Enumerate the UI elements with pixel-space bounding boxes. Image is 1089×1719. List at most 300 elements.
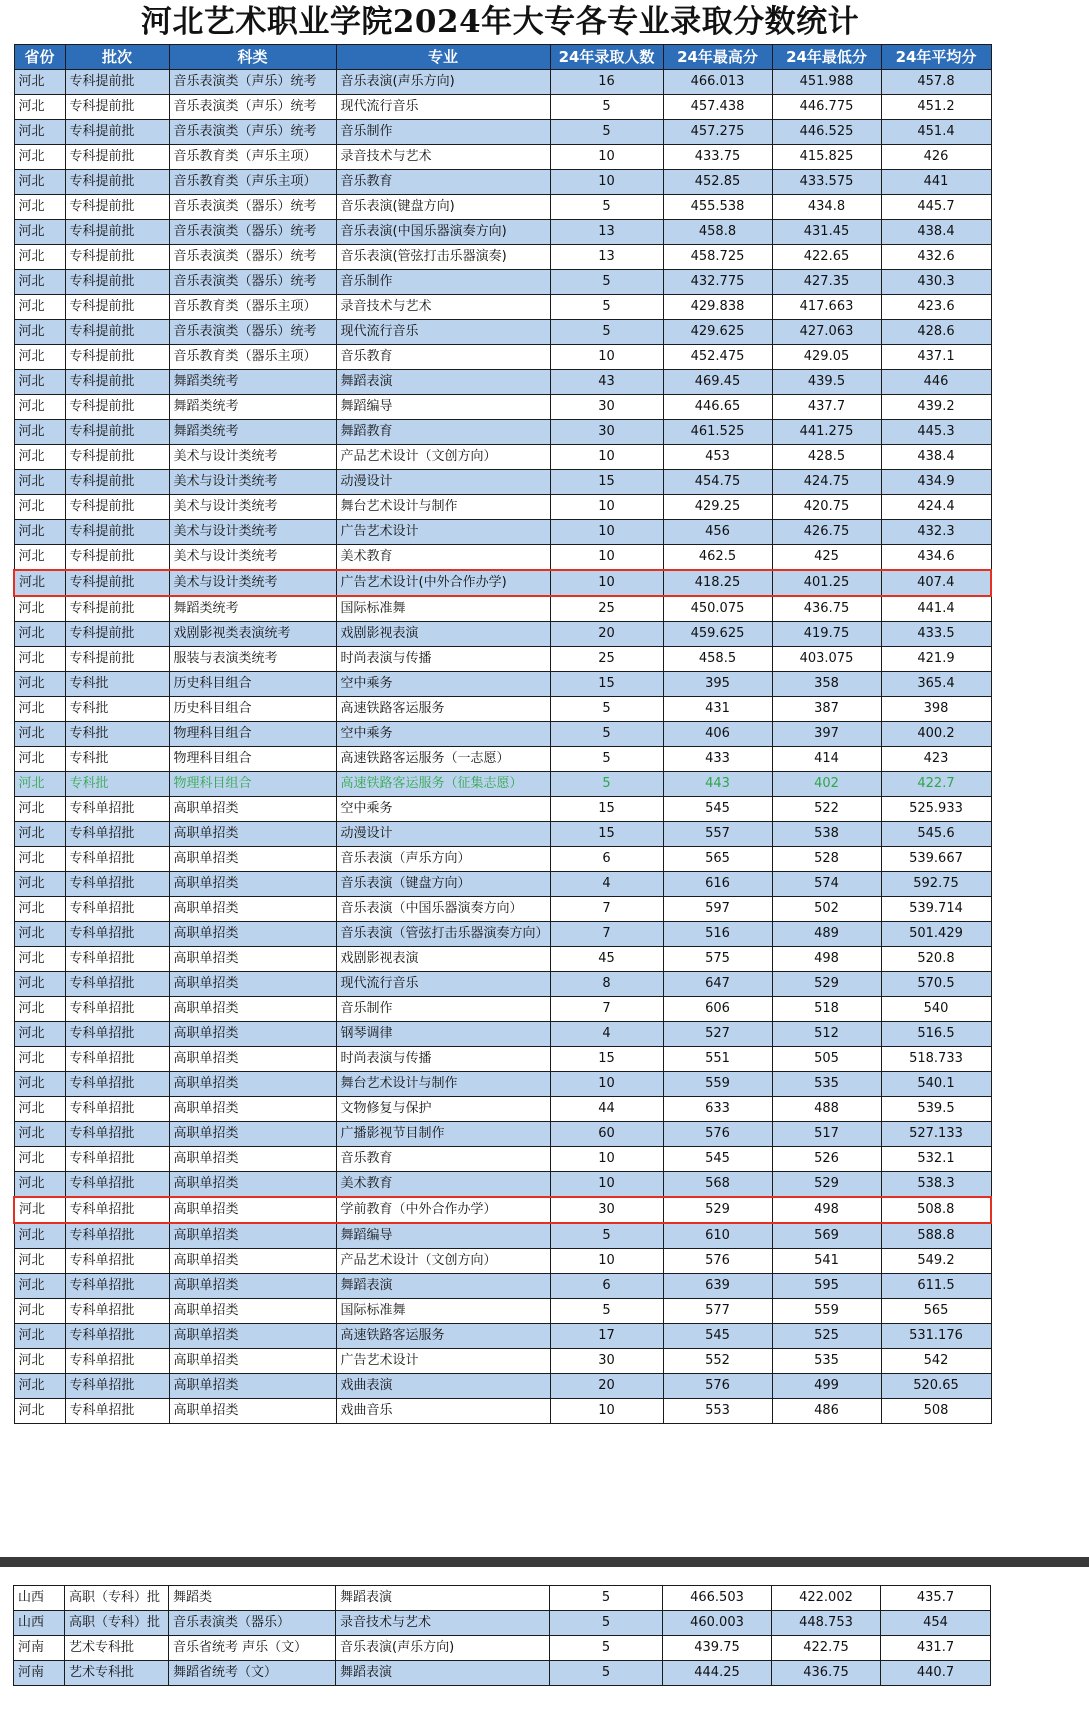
table-cell: 466.503 <box>663 1586 772 1611</box>
table-cell: 河北 <box>14 95 65 120</box>
table-cell: 452.475 <box>663 345 772 370</box>
table-row <box>14 1223 991 1249</box>
table-cell: 7 <box>550 897 663 922</box>
table-cell: 460.003 <box>663 1611 772 1636</box>
table-cell: 国际标准舞 <box>336 596 550 622</box>
table-cell: 441 <box>881 170 991 195</box>
table-cell: 时尚表演与传播 <box>336 1047 550 1072</box>
table-cell: 高职单招类 <box>169 1349 336 1374</box>
table-row <box>14 145 991 170</box>
table-cell: 456 <box>663 520 772 545</box>
table-cell: 43 <box>550 370 663 395</box>
table-cell: 4 <box>550 872 663 897</box>
table-cell: 录音技术与艺术 <box>336 295 550 320</box>
table-cell: 专科单招批 <box>65 1047 169 1072</box>
table-cell: 30 <box>550 420 663 445</box>
table-cell: 河北 <box>14 1299 65 1324</box>
table-cell: 专科单招批 <box>65 1399 169 1424</box>
table-cell: 河北 <box>14 822 65 847</box>
table-cell: 河北 <box>14 1172 65 1198</box>
table-cell: 专科批 <box>65 672 169 697</box>
table-cell: 文物修复与保护 <box>336 1097 550 1122</box>
table-cell: 河北 <box>14 1047 65 1072</box>
table-cell: 高职单招类 <box>169 1324 336 1349</box>
table-cell: 舞蹈省统考（文） <box>169 1661 336 1686</box>
table-cell: 音乐表演类（器乐）统考 <box>169 320 336 345</box>
table-cell: 河北 <box>14 1147 65 1172</box>
table-cell: 音乐教育 <box>336 345 550 370</box>
table-cell: 专科提前批 <box>65 395 169 420</box>
table-cell: 专科单招批 <box>65 1249 169 1274</box>
table-cell: 5 <box>550 95 663 120</box>
table-cell: 559 <box>663 1072 772 1097</box>
table-cell: 专科单招批 <box>65 847 169 872</box>
table-cell: 高速铁路客运服务 <box>336 697 550 722</box>
table-cell: 专科单招批 <box>65 822 169 847</box>
table-cell: 高速铁路客运服务（一志愿） <box>336 747 550 772</box>
table-cell: 406 <box>663 722 772 747</box>
table-cell: 艺术专科批 <box>65 1661 169 1686</box>
table-cell: 461.525 <box>663 420 772 445</box>
table-cell: 538 <box>772 822 881 847</box>
table-cell: 物理科目组合 <box>169 722 336 747</box>
table-row <box>14 1299 991 1324</box>
table-cell: 河北 <box>14 647 65 672</box>
table-cell: 河北 <box>14 1374 65 1399</box>
table-cell: 365.4 <box>881 672 991 697</box>
table-cell: 528 <box>772 847 881 872</box>
table-cell: 河北 <box>14 622 65 647</box>
table-cell: 舞蹈类统考 <box>169 420 336 445</box>
table-row <box>14 1072 991 1097</box>
table-cell: 专科提前批 <box>65 245 169 270</box>
table-cell: 7 <box>550 922 663 947</box>
table-cell: 专科提前批 <box>65 170 169 195</box>
table-cell: 音乐表演(声乐方向) <box>336 1636 550 1661</box>
table-cell: 录音技术与艺术 <box>336 145 550 170</box>
table-cell: 462.5 <box>663 545 772 571</box>
table-cell: 454.75 <box>663 470 772 495</box>
table-row <box>14 1349 991 1374</box>
table-cell: 专科单招批 <box>65 947 169 972</box>
table-cell: 高职单招类 <box>169 872 336 897</box>
table-cell: 424.75 <box>772 470 881 495</box>
table-cell: 427.35 <box>772 270 881 295</box>
table-cell: 402 <box>772 772 881 797</box>
table-cell: 407.4 <box>881 570 991 596</box>
table-cell: 音乐教育类（声乐主项） <box>169 145 336 170</box>
table-cell: 403.075 <box>772 647 881 672</box>
table-cell: 河北 <box>14 922 65 947</box>
table-cell: 河北 <box>14 697 65 722</box>
table-cell: 专科批 <box>65 772 169 797</box>
table-cell: 502 <box>772 897 881 922</box>
table-row <box>14 1399 991 1424</box>
table-cell: 395 <box>663 672 772 697</box>
table-row <box>14 722 991 747</box>
table-cell: 454 <box>881 1611 991 1636</box>
header-avg-score: 24年平均分 <box>881 45 991 70</box>
table-cell: 10 <box>550 520 663 545</box>
table-cell: 音乐教育类（器乐主项） <box>169 295 336 320</box>
table-cell: 音乐教育 <box>336 170 550 195</box>
table-cell: 387 <box>772 697 881 722</box>
table-cell: 568 <box>663 1172 772 1198</box>
table-cell: 426.75 <box>772 520 881 545</box>
table-cell: 高职单招类 <box>169 997 336 1022</box>
table-cell: 488 <box>772 1097 881 1122</box>
table-cell: 552 <box>663 1349 772 1374</box>
table-cell: 美术与设计类统考 <box>169 545 336 571</box>
table-cell: 6 <box>550 1274 663 1299</box>
table-cell: 414 <box>772 747 881 772</box>
table-row <box>14 897 991 922</box>
table-cell: 25 <box>550 596 663 622</box>
table-row <box>14 847 991 872</box>
table-cell: 428.6 <box>881 320 991 345</box>
table-cell: 498 <box>772 947 881 972</box>
table-cell: 时尚表演与传播 <box>336 647 550 672</box>
table-cell: 422.7 <box>881 772 991 797</box>
table-cell: 音乐表演(键盘方向) <box>336 195 550 220</box>
table-cell: 专科单招批 <box>65 1324 169 1349</box>
table-cell: 592.75 <box>881 872 991 897</box>
table-cell: 433 <box>663 747 772 772</box>
table-cell: 舞蹈教育 <box>336 420 550 445</box>
table-cell: 专科提前批 <box>65 570 169 596</box>
table-cell: 448.753 <box>772 1611 881 1636</box>
table-cell: 国际标准舞 <box>336 1299 550 1324</box>
table-cell: 河北 <box>14 470 65 495</box>
table-cell: 专科提前批 <box>65 420 169 445</box>
table-cell: 专科提前批 <box>65 596 169 622</box>
table-cell: 440.7 <box>881 1661 991 1686</box>
table-cell: 10 <box>550 1072 663 1097</box>
table-cell: 535 <box>772 1072 881 1097</box>
table-cell: 611.5 <box>881 1274 991 1299</box>
table-cell: 5 <box>550 722 663 747</box>
table-cell: 专科单招批 <box>65 1097 169 1122</box>
table-cell: 633 <box>663 1097 772 1122</box>
table-cell: 专科批 <box>65 697 169 722</box>
table-cell: 河北 <box>14 1249 65 1274</box>
table-cell: 舞蹈编导 <box>336 1223 550 1249</box>
other-province-body <box>14 1586 991 1686</box>
table-cell: 419.75 <box>772 622 881 647</box>
table-cell: 446.775 <box>772 95 881 120</box>
table-cell: 历史科目组合 <box>169 697 336 722</box>
table-cell: 音乐制作 <box>336 270 550 295</box>
table-cell: 437.7 <box>772 395 881 420</box>
table-cell: 高速铁路客运服务 <box>336 1324 550 1349</box>
table-row <box>14 1022 991 1047</box>
table-cell: 美术教育 <box>336 1172 550 1198</box>
table-cell: 501.429 <box>881 922 991 947</box>
table-cell: 高职单招类 <box>169 1097 336 1122</box>
table-cell: 音乐制作 <box>336 997 550 1022</box>
table-cell: 30 <box>550 395 663 420</box>
table-cell: 588.8 <box>881 1223 991 1249</box>
table-header-row <box>14 45 991 70</box>
table-cell: 音乐表演（中国乐器演奏方向） <box>336 897 550 922</box>
table-cell: 439.5 <box>772 370 881 395</box>
table-cell: 美术教育 <box>336 545 550 571</box>
table-cell: 5 <box>550 1299 663 1324</box>
table-cell: 音乐表演类（器乐）统考 <box>169 195 336 220</box>
table-cell: 639 <box>663 1274 772 1299</box>
section-divider <box>0 1557 1089 1567</box>
table-cell: 5 <box>550 697 663 722</box>
header-major: 专业 <box>336 45 550 70</box>
table-cell: 429.625 <box>663 320 772 345</box>
table-cell: 广告艺术设计 <box>336 520 550 545</box>
table-cell: 专科单招批 <box>65 1374 169 1399</box>
table-row <box>14 420 991 445</box>
table-cell: 489 <box>772 922 881 947</box>
table-row-highlighted <box>14 1197 991 1223</box>
table-cell: 539.667 <box>881 847 991 872</box>
table-cell: 8 <box>550 972 663 997</box>
table-row <box>14 672 991 697</box>
table-cell: 河北 <box>14 596 65 622</box>
table-cell: 专科单招批 <box>65 1022 169 1047</box>
table-cell: 音乐表演类（声乐）统考 <box>169 95 336 120</box>
table-cell: 557 <box>663 822 772 847</box>
table-cell: 451.2 <box>881 95 991 120</box>
table-cell: 舞蹈类 <box>169 1586 336 1611</box>
table-cell: 河北 <box>14 70 65 95</box>
table-row <box>14 772 991 797</box>
table-cell: 44 <box>550 1097 663 1122</box>
table-cell: 508.8 <box>881 1197 991 1223</box>
table-cell: 空中乘务 <box>336 672 550 697</box>
table-cell: 400.2 <box>881 722 991 747</box>
table-cell: 576 <box>663 1249 772 1274</box>
table-cell: 525.933 <box>881 797 991 822</box>
table-row <box>14 622 991 647</box>
table-cell: 647 <box>663 972 772 997</box>
table-cell: 河北 <box>14 245 65 270</box>
table-cell: 452.85 <box>663 170 772 195</box>
table-cell: 音乐表演（声乐方向） <box>336 847 550 872</box>
table-cell: 15 <box>550 470 663 495</box>
table-cell: 6 <box>550 847 663 872</box>
table-cell: 398 <box>881 697 991 722</box>
table-cell: 美术与设计类统考 <box>169 445 336 470</box>
table-cell: 439.75 <box>663 1636 772 1661</box>
table-cell: 高职（专科）批 <box>65 1611 169 1636</box>
table-cell: 10 <box>550 145 663 170</box>
table-cell: 河北 <box>14 420 65 445</box>
table-row <box>14 95 991 120</box>
table-row <box>14 320 991 345</box>
table-cell: 高职单招类 <box>169 797 336 822</box>
table-cell: 577 <box>663 1299 772 1324</box>
table-cell: 527 <box>663 1022 772 1047</box>
table-row <box>14 797 991 822</box>
table-row <box>14 345 991 370</box>
table-cell: 397 <box>772 722 881 747</box>
table-cell: 30 <box>550 1197 663 1223</box>
table-cell: 457.438 <box>663 95 772 120</box>
table-cell: 专科单招批 <box>65 922 169 947</box>
table-cell: 520.65 <box>881 1374 991 1399</box>
table-cell: 525 <box>772 1324 881 1349</box>
table-cell: 15 <box>550 797 663 822</box>
table-cell: 597 <box>663 897 772 922</box>
table-row <box>14 997 991 1022</box>
table-cell: 专科单招批 <box>65 1172 169 1198</box>
table-cell: 物理科目组合 <box>169 772 336 797</box>
table-cell: 540 <box>881 997 991 1022</box>
table-cell: 高职单招类 <box>169 1197 336 1223</box>
table-cell: 河北 <box>14 997 65 1022</box>
table-cell: 物理科目组合 <box>169 747 336 772</box>
table-cell: 广播影视节目制作 <box>336 1122 550 1147</box>
table-row <box>14 922 991 947</box>
table-cell: 434.8 <box>772 195 881 220</box>
table-cell: 专科提前批 <box>65 295 169 320</box>
table-cell: 河北 <box>14 1122 65 1147</box>
table-cell: 专科提前批 <box>65 495 169 520</box>
table-cell: 529 <box>663 1197 772 1223</box>
table-cell: 音乐省统考 声乐（文） <box>169 1636 336 1661</box>
table-cell: 高职单招类 <box>169 897 336 922</box>
table-cell: 专科提前批 <box>65 120 169 145</box>
table-row <box>14 445 991 470</box>
table-row <box>14 495 991 520</box>
table-cell: 高职单招类 <box>169 922 336 947</box>
table-cell: 音乐教育类（声乐主项） <box>169 170 336 195</box>
table-cell: 5 <box>550 1661 663 1686</box>
table-cell: 河南 <box>14 1636 65 1661</box>
table-cell: 高职单招类 <box>169 1299 336 1324</box>
table-cell: 戏剧影视表演 <box>336 947 550 972</box>
table-cell: 专科提前批 <box>65 370 169 395</box>
table-cell: 学前教育（中外合作办学） <box>336 1197 550 1223</box>
table-cell: 专科批 <box>65 722 169 747</box>
table-cell: 山西 <box>14 1586 65 1611</box>
table-cell: 505 <box>772 1047 881 1072</box>
table-cell: 音乐表演(声乐方向) <box>336 70 550 95</box>
table-cell: 486 <box>772 1399 881 1424</box>
table-row <box>14 1047 991 1072</box>
table-cell: 5 <box>550 270 663 295</box>
table-cell: 30 <box>550 1349 663 1374</box>
table-cell: 音乐表演（管弦打击乐器演奏方向） <box>336 922 550 947</box>
table-row-highlighted <box>14 570 991 596</box>
table-cell: 433.575 <box>772 170 881 195</box>
table-row <box>14 697 991 722</box>
table-cell: 423.6 <box>881 295 991 320</box>
table-cell: 420.75 <box>772 495 881 520</box>
table-cell: 现代流行音乐 <box>336 95 550 120</box>
table-cell: 河北 <box>14 120 65 145</box>
table-row <box>14 596 991 622</box>
table-cell: 现代流行音乐 <box>336 320 550 345</box>
table-cell: 499 <box>772 1374 881 1399</box>
table-cell: 河北 <box>14 570 65 596</box>
table-cell: 5 <box>550 195 663 220</box>
table-cell: 517 <box>772 1122 881 1147</box>
table-row <box>14 1611 991 1636</box>
table-cell: 542 <box>881 1349 991 1374</box>
table-cell: 现代流行音乐 <box>336 972 550 997</box>
table-cell: 服装与表演类统考 <box>169 647 336 672</box>
table-cell: 专科提前批 <box>65 195 169 220</box>
table-cell: 历史科目组合 <box>169 672 336 697</box>
table-cell: 431.45 <box>772 220 881 245</box>
table-cell: 430.3 <box>881 270 991 295</box>
table-cell: 5 <box>550 1586 663 1611</box>
table-cell: 5 <box>550 120 663 145</box>
table-cell: 专科提前批 <box>65 622 169 647</box>
table-row <box>14 70 991 95</box>
table-cell: 512 <box>772 1022 881 1047</box>
table-row <box>14 1147 991 1172</box>
table-cell: 高职单招类 <box>169 1172 336 1198</box>
table-cell: 446.65 <box>663 395 772 420</box>
table-cell: 专科批 <box>65 747 169 772</box>
table-cell: 河北 <box>14 1197 65 1223</box>
table-cell: 戏剧影视表演 <box>336 622 550 647</box>
table-cell: 60 <box>550 1122 663 1147</box>
table-cell: 457.8 <box>881 70 991 95</box>
table-cell: 音乐表演类（器乐）统考 <box>169 245 336 270</box>
table-cell: 535 <box>772 1349 881 1374</box>
table-cell: 河北 <box>14 495 65 520</box>
table-cell: 录音技术与艺术 <box>336 1611 550 1636</box>
table-cell: 空中乘务 <box>336 797 550 822</box>
table-cell: 河北 <box>14 1349 65 1374</box>
table-cell: 专科单招批 <box>65 1147 169 1172</box>
table-cell: 专科提前批 <box>65 520 169 545</box>
table-cell: 河北 <box>14 545 65 571</box>
table-cell: 458.5 <box>663 647 772 672</box>
table-cell: 401.25 <box>772 570 881 596</box>
table-cell: 高速铁路客运服务（征集志愿） <box>336 772 550 797</box>
table-cell: 河北 <box>14 897 65 922</box>
table-cell: 610 <box>663 1223 772 1249</box>
table-cell: 437.1 <box>881 345 991 370</box>
table-cell: 高职单招类 <box>169 822 336 847</box>
table-row <box>14 1374 991 1399</box>
table-cell: 445.3 <box>881 420 991 445</box>
table-cell: 河北 <box>14 872 65 897</box>
table-cell: 河北 <box>14 1399 65 1424</box>
table-cell: 436.75 <box>772 596 881 622</box>
table-cell: 526 <box>772 1147 881 1172</box>
table-cell: 专科提前批 <box>65 647 169 672</box>
table-cell: 469.45 <box>663 370 772 395</box>
table-row <box>14 1274 991 1299</box>
table-cell: 戏曲音乐 <box>336 1399 550 1424</box>
table-cell: 河北 <box>14 672 65 697</box>
table-cell: 522 <box>772 797 881 822</box>
table-cell: 空中乘务 <box>336 722 550 747</box>
table-cell: 429.05 <box>772 345 881 370</box>
table-cell: 艺术专科批 <box>65 1636 169 1661</box>
table-cell: 河北 <box>14 445 65 470</box>
table-cell: 434.9 <box>881 470 991 495</box>
table-cell: 426 <box>881 145 991 170</box>
table-cell: 音乐制作 <box>336 120 550 145</box>
table-cell: 438.4 <box>881 220 991 245</box>
table-cell: 538.3 <box>881 1172 991 1198</box>
table-row <box>14 1122 991 1147</box>
table-cell: 专科单招批 <box>65 997 169 1022</box>
table-cell: 河北 <box>14 797 65 822</box>
